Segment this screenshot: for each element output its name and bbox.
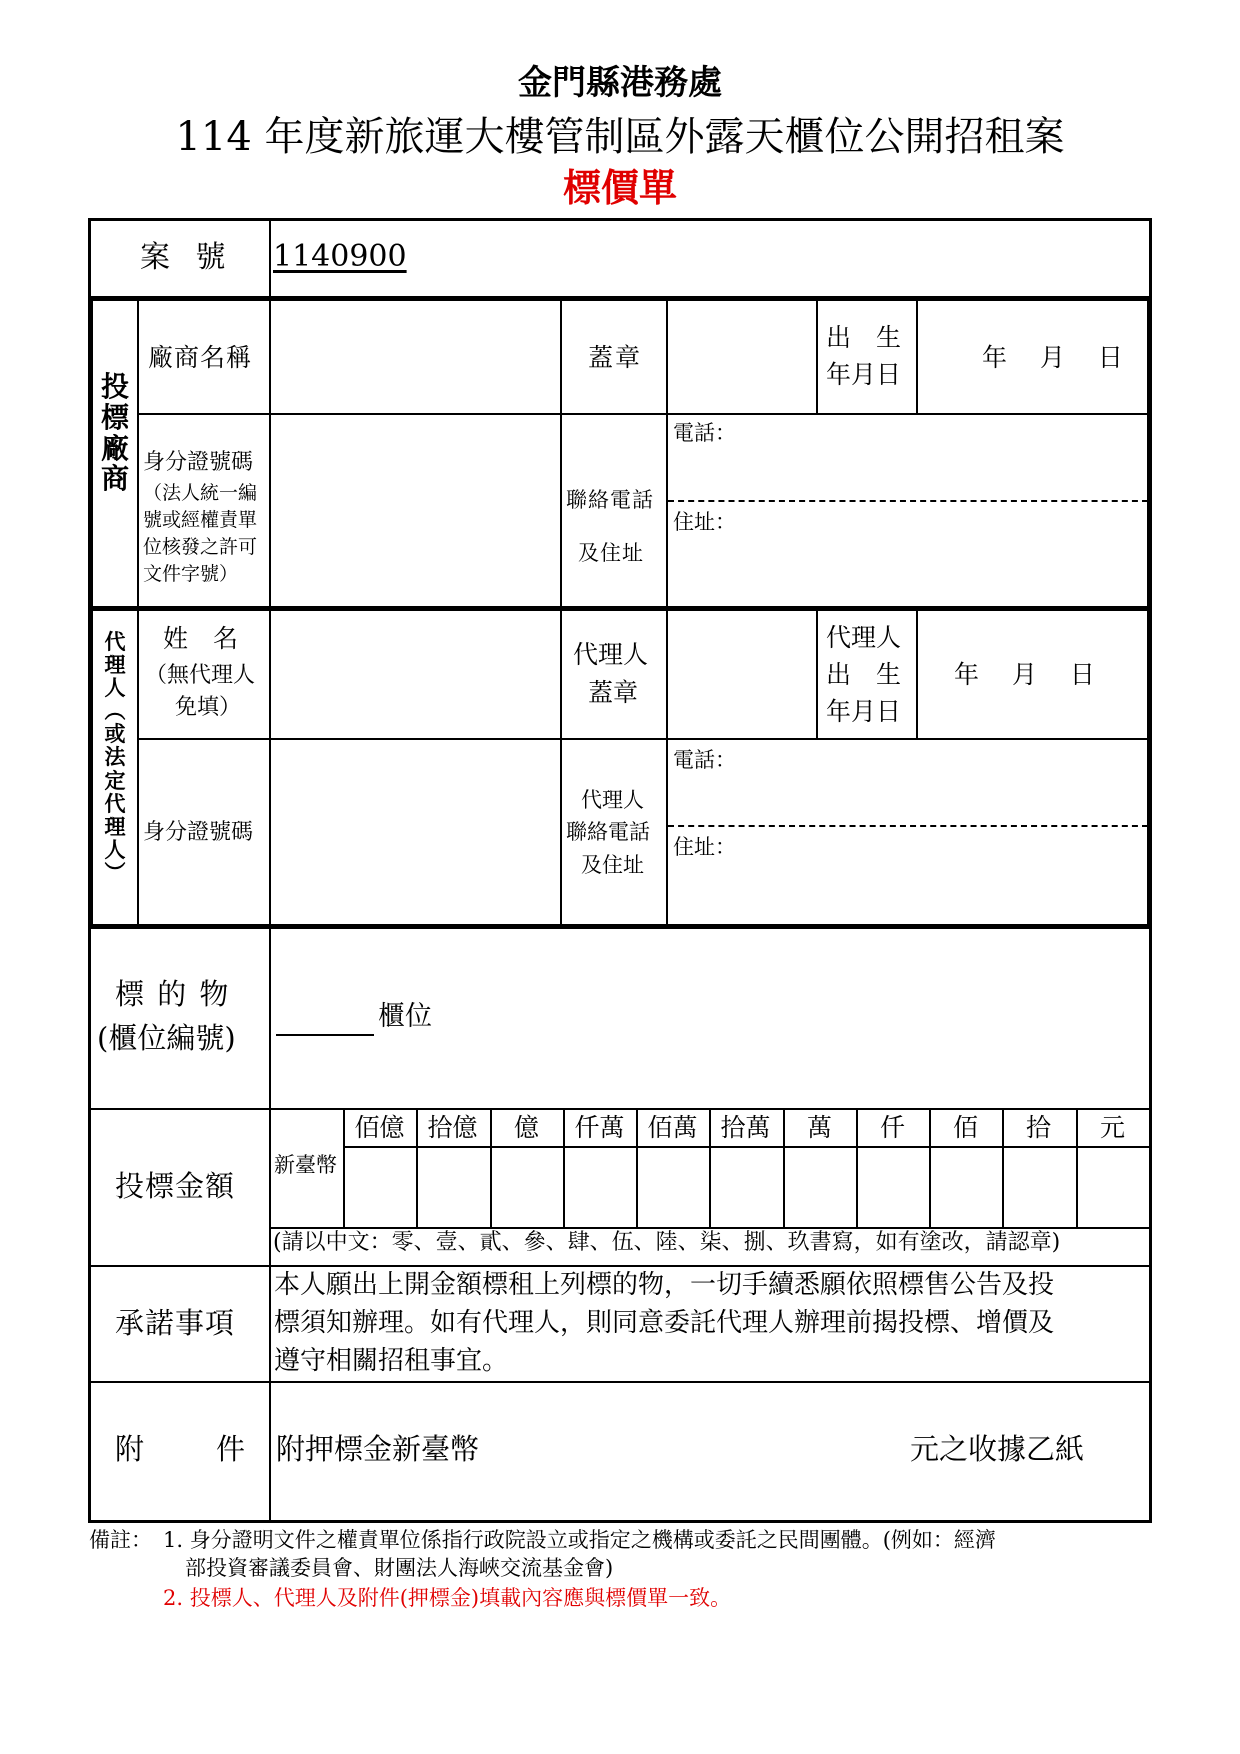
- agent-birth-label-2: 出 生: [826, 660, 902, 689]
- section-label-char: 理: [104, 813, 126, 839]
- item-suffix: 櫃位: [378, 1001, 432, 1032]
- amount-digit-field[interactable]: [711, 1149, 781, 1226]
- agent-seal-field[interactable]: [669, 611, 815, 737]
- agent-birth-label-3: 年月日: [826, 697, 902, 726]
- vendor-id-label-line: 文件字號）: [143, 563, 239, 585]
- case-number-label: 案 號: [140, 240, 234, 275]
- agent-name-note-1: （無代理人: [145, 663, 256, 688]
- section-label-char: 人: [104, 836, 126, 862]
- amount-digit-field[interactable]: [345, 1149, 415, 1226]
- promise-line-3: 遵守相關招租事宜。: [274, 1346, 509, 1376]
- notes-line-2: 2. 投標人、代理人及附件(押標金)填載內容應與標價單一致。: [163, 1586, 732, 1610]
- agent-id-field[interactable]: [272, 741, 559, 923]
- amount-unit-header: 拾: [1025, 1113, 1051, 1142]
- item-label-1: 標 的 物: [115, 977, 231, 1011]
- form-subtitle: 標價單: [562, 165, 677, 210]
- case-number-value: 1140900: [273, 239, 407, 274]
- vendor-name-field[interactable]: [272, 301, 559, 412]
- amount-digit-field[interactable]: [638, 1149, 708, 1226]
- amount-digit-field[interactable]: [1004, 1149, 1074, 1226]
- notes-prefix: 備註：: [89, 1528, 152, 1552]
- attachment-suffix: 元之收據乙紙: [910, 1432, 1085, 1466]
- vendor-birth-label-1: 出 生: [826, 323, 902, 352]
- attachment-text: 附押標金新臺幣: [276, 1432, 480, 1466]
- amount-unit-header: 拾萬: [720, 1113, 771, 1142]
- bidder-section-label: [93, 372, 137, 495]
- amount-digit-field[interactable]: [492, 1149, 562, 1226]
- agent-id-label: 身分證號碼: [143, 820, 254, 845]
- section-label-char: 或: [104, 721, 126, 747]
- agent-phone-field[interactable]: [740, 741, 1145, 823]
- vendor-address-label: 住址：: [673, 510, 736, 534]
- vendor-birth-label-2: 年月日: [826, 360, 902, 389]
- amount-digit-field[interactable]: [931, 1149, 1001, 1226]
- section-label-char: 定: [104, 767, 126, 793]
- attachment-amount-field[interactable]: [510, 1425, 900, 1469]
- vendor-id-label-line: 身分證號碼: [143, 450, 254, 475]
- amount-unit-header: 仟: [879, 1113, 905, 1142]
- vendor-phone-field[interactable]: [740, 416, 1145, 498]
- attachment-label-1: 附: [115, 1432, 145, 1466]
- agent-seal-label-1: 代理人: [573, 640, 649, 669]
- agent-name-note-2: 免填）: [175, 695, 242, 720]
- amount-digit-field[interactable]: [418, 1149, 488, 1226]
- vendor-address-field[interactable]: [740, 504, 1145, 604]
- amount-label: 投標金額: [115, 1169, 236, 1203]
- section-label-char: 代: [104, 629, 126, 654]
- amount-unit-header: 拾億: [427, 1113, 478, 1142]
- vendor-name-label: 廠商名稱: [148, 343, 253, 372]
- vendor-birth-value[interactable]: 年 月 日: [982, 343, 1123, 372]
- vendor-seal-field[interactable]: [669, 301, 815, 412]
- section-label-char: 廠: [100, 431, 129, 465]
- section-label-char: 理: [104, 652, 126, 678]
- attachment-label-2: 件: [216, 1432, 246, 1466]
- amount-currency: 新臺幣: [274, 1153, 337, 1177]
- org-name: 金門縣港務處: [518, 63, 722, 103]
- agent-address-field[interactable]: [740, 829, 1145, 922]
- section-label-char: 代: [104, 790, 126, 816]
- notes-line-1b: 部投資審議委員會、財團法人海峽交流基金會): [185, 1556, 614, 1580]
- vendor-id-field[interactable]: [272, 416, 559, 606]
- item-number-field[interactable]: [276, 1034, 374, 1036]
- amount-digit-field[interactable]: [1078, 1149, 1148, 1226]
- vendor-phone-label: 電話：: [673, 421, 736, 445]
- promise-line-2: 標須知辦理。如有代理人，則同意委託代理人辦理前揭投標、增價及: [274, 1308, 1055, 1338]
- section-label-char: 投: [100, 370, 129, 403]
- amount-digit-field[interactable]: [785, 1149, 855, 1226]
- section-label-char: 商: [100, 462, 129, 496]
- agent-name-field[interactable]: [272, 611, 559, 737]
- section-label-char: 標: [100, 400, 129, 434]
- vendor-id-label-line: 號或經權責單: [143, 509, 258, 531]
- amount-unit-header: 佰萬: [647, 1113, 698, 1142]
- vendor-contact-label-1: 聯絡電話: [566, 488, 654, 512]
- agent-contact-label-1: 代理人: [581, 788, 644, 812]
- item-label-2: (櫃位編號): [97, 1021, 236, 1055]
- vendor-id-label-line: （法人統一編: [143, 482, 258, 504]
- amount-unit-header: 佰: [952, 1113, 978, 1142]
- amount-unit-header: 元: [1099, 1113, 1125, 1142]
- notes-line-1: 1. 身分證明文件之權責單位係指行政院設立或指定之機構或委託之民間團體。(例如：經濟: [163, 1528, 996, 1552]
- agent-seal-label-2: 蓋章: [588, 678, 639, 707]
- amount-note: (請以中文：零、壹、貳、參、肆、伍、陸、柒、捌、玖書寫，如有塗改，請認章): [273, 1230, 1061, 1255]
- agent-phone-label: 電話：: [673, 748, 736, 772]
- amount-unit-header: 仟萬: [574, 1113, 625, 1142]
- amount-digit-field[interactable]: [565, 1149, 635, 1226]
- agent-contact-label-3: 及住址: [581, 853, 644, 877]
- promise-label: 承諾事項: [115, 1306, 236, 1340]
- agent-name-label: 姓 名: [163, 624, 239, 653]
- agent-address-label: 住址：: [673, 835, 736, 859]
- agent-section-label: [93, 630, 137, 884]
- amount-unit-header: 億: [513, 1113, 539, 1142]
- amount-unit-header: 佰億: [354, 1113, 405, 1142]
- amount-unit-header: 萬: [806, 1113, 832, 1142]
- section-label-char: ︵: [104, 698, 126, 724]
- agent-contact-label-2: 聯絡電話: [566, 820, 650, 844]
- section-label-char: 法: [104, 744, 126, 770]
- promise-line-1: 本人願出上開金額標租上列標的物，一切手續悉願依照標售公告及投: [274, 1270, 1055, 1300]
- vendor-id-label-line: 位核發之許可: [143, 536, 258, 558]
- agent-birth-value[interactable]: 年 月 日: [954, 660, 1095, 689]
- page-title: 114 年度新旅運大樓管制區外露天櫃位公開招租案: [175, 114, 1065, 160]
- section-label-char: 人: [104, 675, 126, 701]
- vendor-contact-label-2: 及住址: [578, 541, 644, 565]
- agent-birth-label-1: 代理人: [826, 623, 902, 652]
- vendor-seal-label: 蓋章: [588, 343, 643, 372]
- amount-digit-field[interactable]: [858, 1149, 928, 1226]
- section-label-char: ︶: [104, 859, 126, 885]
- vendor-id-label: [143, 446, 257, 588]
